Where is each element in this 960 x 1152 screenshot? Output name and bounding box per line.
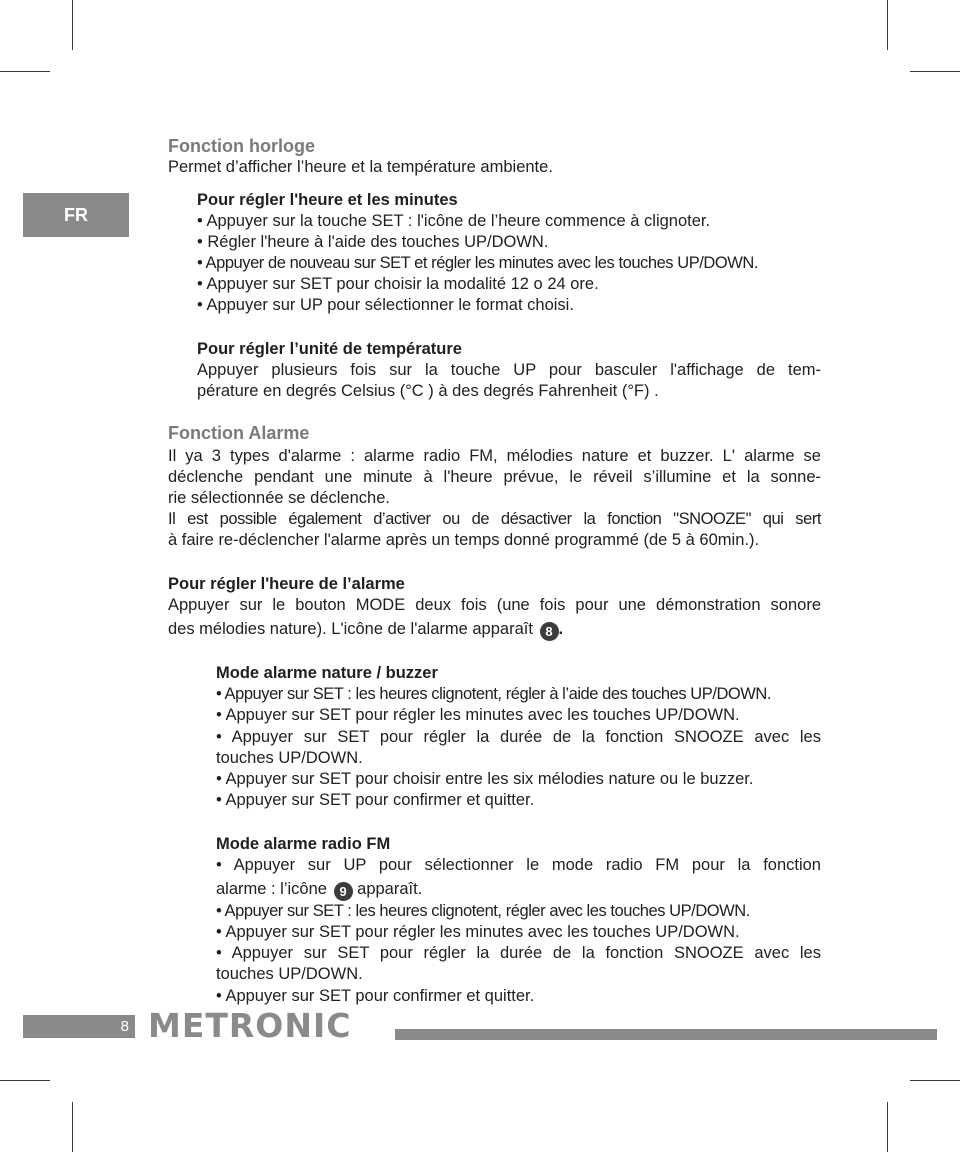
list-item: • Appuyer sur SET pour régler la durée de la fonction SNOOZE avec les bbox=[216, 728, 821, 746]
alarm-icon-number-8: 8 bbox=[540, 622, 559, 641]
list-item: • Appuyer sur SET pour confirmer et quitter. bbox=[216, 791, 535, 809]
list-item: • Régler l'heure à l'aide des touches UP/DOWN. bbox=[197, 233, 549, 251]
section-intro: Permet d’afficher l’heure et la température ambiente. bbox=[168, 158, 553, 176]
subheading-alarm-time: Pour régler l'heure de l’alarme bbox=[168, 575, 405, 593]
list-item: touches UP/DOWN. bbox=[216, 965, 363, 983]
paragraph-line bbox=[168, 619, 563, 641]
paragraph-line: à faire re-déclencher l'alarme après un temps donné programmé (de 5 à 60min.). bbox=[168, 531, 760, 549]
section-title-alarm: Fonction Alarme bbox=[168, 423, 310, 443]
list-item bbox=[216, 879, 422, 901]
section-title-clock: Fonction horloge bbox=[168, 136, 315, 156]
list-item: • Appuyer sur UP pour sélectionner le mode radio FM pour la fonction bbox=[216, 856, 821, 874]
subheading-mode-nature: Mode alarme nature / buzzer bbox=[216, 664, 438, 682]
paragraph-line: Appuyer sur le bouton MODE deux fois (une fois pour une démonstration sonore bbox=[168, 596, 821, 614]
paragraph-line: rie sélectionnée se déclenche. bbox=[168, 489, 390, 507]
paragraph-line: Il est possible également d’activer ou de désactiver la fonction "SNOOZE" qui sert bbox=[168, 510, 821, 528]
brand-logo bbox=[148, 1006, 351, 1046]
footer-bar-right bbox=[395, 1029, 937, 1040]
page-number: 8 bbox=[120, 1018, 129, 1035]
paragraph-line: déclenche pendant une minute à l'heure prévue, le réveil s’illumine et la sonne- bbox=[168, 468, 821, 486]
paragraph-line: Appuyer plusieurs fois sur la touche UP pour basculer l'affichage de tem- bbox=[197, 361, 821, 379]
list-item: • Appuyer sur SET : les heures clignotent, régler avec les touches UP/DOWN. bbox=[216, 902, 750, 920]
subheading-time: Pour régler l'heure et les minutes bbox=[197, 191, 458, 209]
line-end: . bbox=[558, 620, 564, 638]
paragraph-line: Il ya 3 types d'alarme : alarme radio FM, mélodies nature et buzzer. L' alarme se bbox=[168, 447, 821, 465]
line-text: alarme : l’icône bbox=[216, 880, 327, 898]
list-item: • Appuyer sur UP pour sélectionner le format choisi. bbox=[197, 296, 574, 314]
subheading-mode-radio: Mode alarme radio FM bbox=[216, 835, 391, 853]
paragraph-line: pérature en degrés Celsius (°C ) à des degrés Fahrenheit (°F) . bbox=[197, 382, 659, 400]
language-tab: FR bbox=[23, 193, 129, 237]
crop-mark bbox=[887, 0, 888, 50]
brand-logo-text: METRONIC bbox=[148, 1006, 352, 1045]
radio-icon-number-9: 9 bbox=[334, 882, 353, 901]
list-item: • Appuyer sur la touche SET : l'icône de l’heure commence à clignoter. bbox=[197, 212, 711, 230]
list-item: • Appuyer sur SET pour choisir la modalité 12 o 24 ore. bbox=[197, 275, 599, 293]
list-item: • Appuyer sur SET pour régler les minutes avec les touches UP/DOWN. bbox=[216, 923, 740, 941]
crop-mark bbox=[72, 0, 73, 50]
line-end: apparaît. bbox=[357, 880, 423, 898]
line-text: des mélodies nature). L'icône de l'alarme apparaît bbox=[168, 620, 533, 638]
crop-mark bbox=[72, 1102, 73, 1152]
crop-mark bbox=[887, 1102, 888, 1152]
crop-mark bbox=[0, 71, 50, 72]
crop-mark bbox=[910, 1080, 960, 1081]
crop-mark bbox=[910, 71, 960, 72]
crop-mark bbox=[0, 1080, 50, 1081]
list-item: • Appuyer sur SET : les heures clignotent, régler à l’aide des touches UP/DOWN. bbox=[216, 685, 772, 703]
list-item: • Appuyer sur SET pour choisir entre les six mélodies nature ou le buzzer. bbox=[216, 770, 754, 788]
list-item: • Appuyer sur SET pour régler la durée de la fonction SNOOZE avec les bbox=[216, 944, 821, 962]
subheading-temperature: Pour régler l’unité de température bbox=[197, 340, 462, 358]
list-item: • Appuyer sur SET pour confirmer et quitter. bbox=[216, 987, 535, 1005]
list-item: • Appuyer de nouveau sur SET et régler les minutes avec les touches UP/DOWN. bbox=[197, 254, 758, 272]
list-item: • Appuyer sur SET pour régler les minutes avec les touches UP/DOWN. bbox=[216, 706, 740, 724]
list-item: touches UP/DOWN. bbox=[216, 749, 363, 767]
